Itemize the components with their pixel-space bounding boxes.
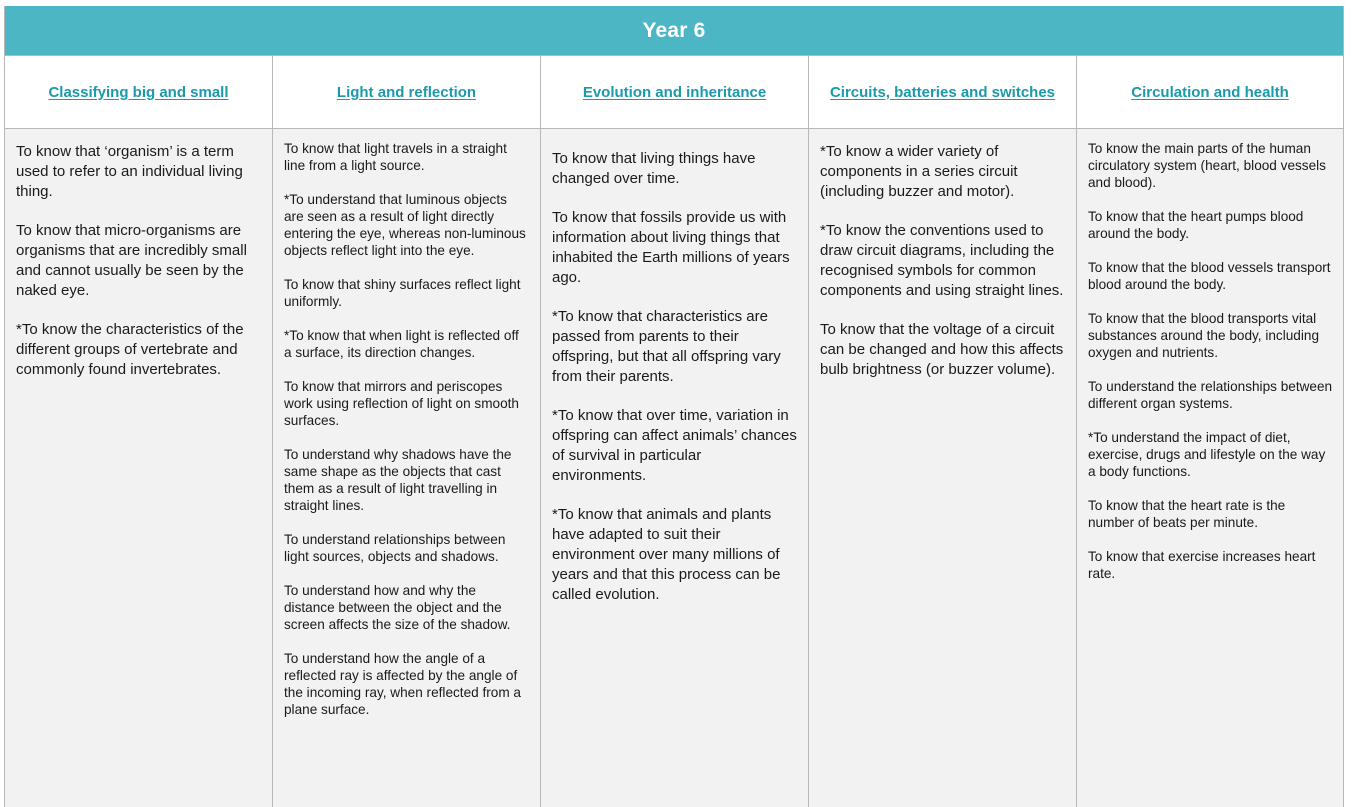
topic-header-cell — [809, 56, 1077, 128]
knowledge-item: To understand how the angle of a reflected ray is affected by the angle of the incoming ray, when reflected from a plane surface. — [284, 651, 521, 717]
topic-link-circuits[interactable]: Circuits, batteries and switches — [829, 83, 1056, 101]
knowledge-item: *To know that animals and plants have adapted to suit their environment over many millions of years and that this process can be called evolution. — [552, 506, 781, 603]
knowledge-item: To know that fossils provide us with information about living things that inhabited the Earth millions of years ago. — [552, 209, 790, 286]
knowledge-item: To know that the blood vessels transport blood around the body. — [1088, 260, 1331, 292]
year-title: Year 6 — [5, 6, 1343, 56]
knowledge-item: To know that the blood transports vital substances around the body, including oxygen and nutrients. — [1088, 311, 1320, 360]
curriculum-table — [4, 6, 1344, 807]
knowledge-item: *To know that over time, variation in offspring can affect animals’ chances of survival in particular environments. — [552, 407, 797, 484]
topic-header-cell — [541, 56, 809, 128]
knowledge-item: *To know that when light is reflected off a surface, its direction changes. — [284, 328, 519, 360]
topic-link-light[interactable]: Light and reflection — [336, 83, 477, 101]
column-light — [273, 129, 541, 807]
knowledge-item: *To know that characteristics are passed from parents to their offspring, but that all offspring vary from their parents. — [552, 308, 781, 385]
knowledge-item: To know that mirrors and periscopes work using reflection of light on smooth surfaces. — [284, 379, 519, 428]
knowledge-item: To know that shiny surfaces reflect light uniformly. — [284, 277, 521, 309]
topic-header-row — [5, 56, 1343, 129]
column-circuits — [809, 129, 1077, 807]
content-row — [5, 129, 1343, 807]
knowledge-item: *To understand that luminous objects are seen as a result of light directly entering the eye, whereas non-luminous objects reflect light into the eye. — [284, 192, 526, 258]
topic-header-cell — [5, 56, 273, 128]
knowledge-item: *To know a wider variety of components in a series circuit (including buzzer and motor). — [820, 143, 1018, 200]
knowledge-item: To understand the relationships between different organ systems. — [1088, 379, 1333, 411]
topic-link-evolution[interactable]: Evolution and inheritance — [582, 83, 767, 101]
knowledge-item: To know that the heart pumps blood around the body. — [1088, 209, 1304, 241]
column-circulation — [1077, 129, 1343, 807]
topic-header-cell — [273, 56, 541, 128]
topic-link-circulation[interactable]: Circulation and health — [1131, 83, 1289, 101]
topic-link-classifying[interactable]: Classifying big and small — [48, 83, 229, 101]
knowledge-item: To know that light travels in a straight line from a light source. — [284, 141, 507, 173]
topic-header-cell — [1077, 56, 1343, 128]
knowledge-item: To understand relationships between light sources, objects and shadows. — [284, 532, 506, 564]
column-classifying — [5, 129, 273, 807]
knowledge-item: To know that micro-organisms are organisms that are incredibly small and cannot usually be seen by the naked eye. — [16, 222, 247, 299]
knowledge-item: *To know the characteristics of the different groups of vertebrate and commonly found invertebrates. — [16, 321, 244, 378]
knowledge-item: To know the main parts of the human circulatory system (heart, blood vessels and blood). — [1088, 141, 1326, 190]
knowledge-item: To understand how and why the distance between the object and the screen affects the size of the shadow. — [284, 583, 511, 632]
knowledge-item: To know that ‘organism’ is a term used to refer to an individual living thing. — [16, 143, 243, 200]
knowledge-item: To understand why shadows have the same shape as the objects that cast them as a result of light travelling in straight lines. — [284, 447, 512, 513]
knowledge-item: To know that exercise increases heart rate. — [1088, 549, 1316, 581]
knowledge-item: *To understand the impact of diet, exercise, drugs and lifestyle on the way a body functions. — [1088, 430, 1326, 479]
knowledge-item: *To know the conventions used to draw circuit diagrams, including the recognised symbols for common components and using straight lines. — [820, 222, 1064, 299]
knowledge-item: To know that the heart rate is the number of beats per minute. — [1088, 498, 1286, 530]
knowledge-item: To know that living things have changed over time. — [552, 150, 756, 187]
column-evolution — [541, 129, 809, 807]
knowledge-item: To know that the voltage of a circuit can be changed and how this affects bulb brightness (or buzzer volume). — [820, 321, 1064, 378]
